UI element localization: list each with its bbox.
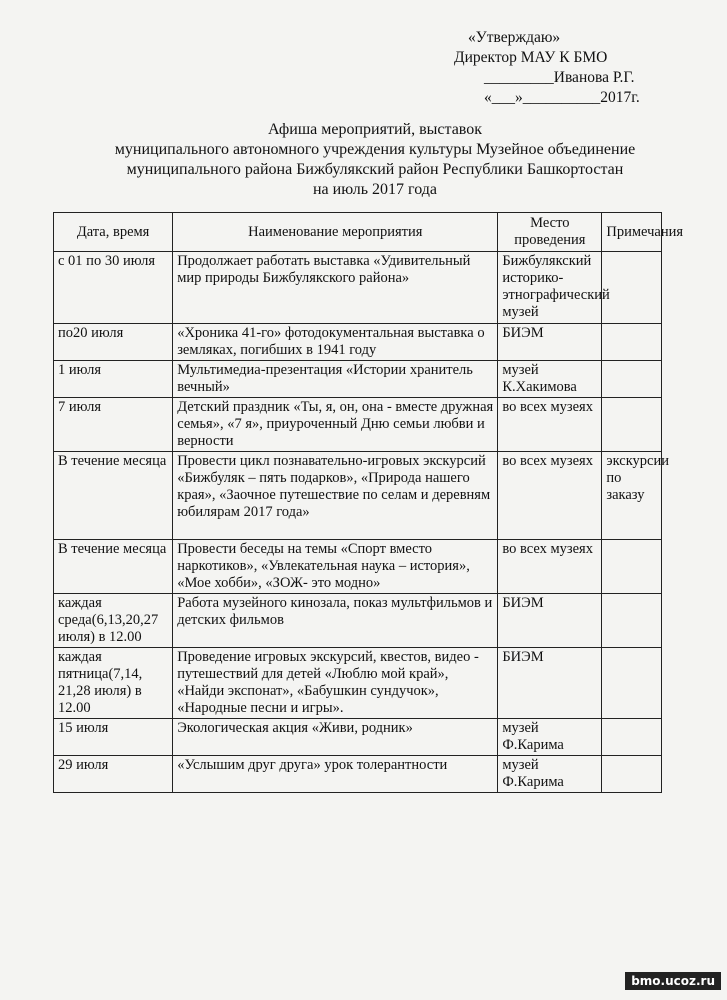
table-row: [54, 719, 662, 756]
cell-place: во всех музеях: [498, 540, 602, 594]
cell-date: 29 июля: [54, 756, 173, 793]
cell-name: Провести беседы на темы «Спорт вместо наркотиков», «Увлекательная наука – история», «Мое хобби», «ЗОЖ- это модно»: [173, 540, 498, 594]
table-row: [54, 594, 662, 648]
cell-place: БИЭМ: [498, 324, 602, 361]
table-row: [54, 252, 662, 324]
cell-place: музей Ф.Карима: [498, 756, 602, 793]
events-table: [53, 212, 684, 793]
cell-note: [602, 361, 662, 398]
approval-block: [454, 28, 694, 108]
cell-note: [602, 756, 662, 793]
cell-date: каждая пятница(7,14, 21,28 июля) в 12.00: [54, 648, 173, 719]
cell-name: Экологическая акция «Живи, родник»: [173, 719, 498, 756]
cell-note: [602, 719, 662, 756]
title-line-4: на июль 2017 года: [312, 181, 437, 198]
cell-date: 1 июля: [54, 361, 173, 398]
table-row: [54, 324, 662, 361]
cell-date: каждая среда(6,13,20,27 июля) в 12.00: [54, 594, 173, 648]
cell-date: В течение месяца: [54, 540, 173, 594]
cell-note: [602, 648, 662, 719]
cell-name: «Услышим друг друга» урок толерантности: [173, 756, 498, 793]
cell-name: Проведение игровых экскурсий, квестов, видео - путешествий для детей «Люблю мой край», «Найди экспонат», «Бабушкин сундучок», «Народные песни и игры».: [173, 648, 498, 719]
cell-note: [602, 324, 662, 361]
cell-place: БИЭМ: [498, 648, 602, 719]
site-watermark: bmo.ucoz.ru: [625, 972, 721, 990]
table-row: [54, 361, 662, 398]
cell-name: Провести цикл познавательно-игровых экскурсий «Бижбуляк – пять подарков», «Природа нашего края», «Заочное путешествие по селам и деревням юбилярам 2017 года»: [173, 452, 498, 540]
table-row: [54, 648, 662, 719]
cell-date: 7 июля: [54, 398, 173, 452]
table-row: [54, 756, 662, 793]
approval-heading: «Утверждаю»: [468, 29, 561, 46]
cell-name: Мультимедиа-презентация «Истории хранитель вечный»: [173, 361, 498, 398]
approval-position: Директор МАУ К БМО: [454, 49, 608, 66]
header-note: Примечания: [602, 213, 662, 252]
table-row: [54, 398, 662, 452]
header-date: Дата, время: [54, 213, 173, 252]
cell-date: с 01 по 30 июля: [54, 252, 173, 324]
cell-note: [602, 540, 662, 594]
document-title: [60, 120, 690, 200]
cell-note: [602, 398, 662, 452]
approval-signature: _________Иванова Р.Г.: [484, 69, 635, 86]
cell-date: по20 июля: [54, 324, 173, 361]
table-row: [54, 452, 662, 540]
title-line-1: Афиша мероприятий, выставок: [267, 121, 483, 138]
cell-name: Детский праздник «Ты, я, он, она - вместе дружная семья», «7 я», приуроченный Дню семьи любви и верности: [173, 398, 498, 452]
cell-place: во всех музеях: [498, 398, 602, 452]
cell-place: Бижбулякский историко-этнографический музей: [498, 252, 602, 324]
cell-note: экскурсии по заказу: [602, 452, 662, 540]
table-header-row: [54, 213, 662, 252]
cell-place: музей К.Хакимова: [498, 361, 602, 398]
cell-date: 15 июля: [54, 719, 173, 756]
cell-name: Продолжает работать выставка «Удивительный мир природы Бижбулякского района»: [173, 252, 498, 324]
cell-name: Работа музейного кинозала, показ мультфильмов и детских фильмов: [173, 594, 498, 648]
cell-place: во всех музеях: [498, 452, 602, 540]
cell-name: «Хроника 41-го» фотодокументальная выставка о земляках, погибших в 1941 году: [173, 324, 498, 361]
cell-place: музей Ф.Карима: [498, 719, 602, 756]
cell-place: БИЭМ: [498, 594, 602, 648]
title-line-3: муниципального района Бижбулякский район Республики Башкортостан: [126, 161, 624, 178]
header-place: Место проведения: [498, 213, 602, 252]
cell-note: [602, 252, 662, 324]
header-name: Наименование мероприятия: [173, 213, 498, 252]
approval-date: «___»__________2017г.: [484, 89, 640, 106]
table-row: [54, 540, 662, 594]
cell-note: [602, 594, 662, 648]
title-line-2: муниципального автономного учреждения культуры Музейное объединение: [114, 141, 636, 158]
cell-date: В течение месяца: [54, 452, 173, 540]
